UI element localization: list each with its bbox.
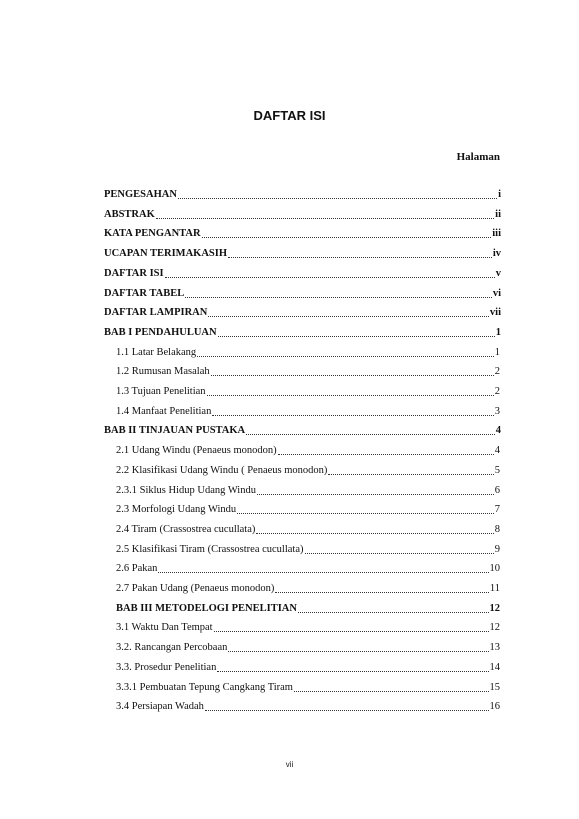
toc-entry-page: 10: [489, 563, 500, 575]
toc-entry: [116, 698, 500, 714]
toc-entry-page: 15: [489, 681, 500, 693]
toc-leader-dots: [165, 277, 495, 278]
toc-leader-dots: [228, 257, 492, 258]
toc-entry-label: 1.2 Rumusan Masalah: [116, 366, 210, 378]
toc-leader-dots: [158, 572, 488, 573]
toc-entry-label: 3.1 Waktu Dan Tempat: [116, 622, 213, 634]
toc-entry-label: 1.4 Manfaat Penelitian: [116, 405, 212, 417]
page-column-header: Halaman: [456, 151, 500, 163]
toc-entry: [116, 619, 500, 635]
toc-leader-dots: [211, 375, 494, 376]
toc-leader-dots: [205, 710, 489, 711]
toc-entry: [104, 304, 501, 320]
toc-entry-label: 2.2 Klasifikasi Udang Windu ( Penaeus monodon): [116, 464, 328, 476]
toc-entry-label: 2.3.1 Siklus Hidup Udang Windu: [116, 484, 256, 496]
toc-leader-dots: [246, 434, 495, 435]
toc-entry: [104, 285, 501, 301]
toc-entry-page: 2: [494, 386, 500, 397]
toc-entry: [116, 501, 500, 517]
toc-leader-dots: [305, 553, 494, 554]
page-number-footer: vii: [285, 760, 294, 769]
toc-entry: [116, 580, 500, 596]
toc-leader-dots: [298, 612, 489, 613]
toc-leader-dots: [202, 237, 492, 238]
toc-entry: [116, 403, 500, 419]
toc-entry-label: DAFTAR TABEL: [104, 287, 185, 299]
toc-leader-dots: [217, 671, 488, 672]
toc-entry-page: 11: [489, 583, 500, 594]
toc-entry-label: 1.3 Tujuan Penelitian: [116, 386, 206, 397]
toc-leader-dots: [237, 513, 494, 514]
toc-entry-page: 12: [489, 622, 500, 634]
toc-entry-label: 3.4 Persiapan Wadah: [116, 701, 204, 713]
toc-entry-page: i: [498, 189, 501, 200]
toc-leader-dots: [256, 533, 493, 534]
toc-leader-dots: [275, 592, 489, 593]
toc-entry-label: 2.7 Pakan Udang (Penaeus monodon): [116, 583, 275, 594]
toc-entry-label: 2.5 Klasifikasi Tiram (Crassostrea cucullata): [116, 543, 304, 555]
toc-leader-dots: [218, 336, 495, 337]
toc-leader-dots: [228, 651, 488, 652]
toc-entry-label: 3.2. Rancangan Percobaan: [116, 642, 228, 654]
toc-entry: [116, 442, 500, 458]
toc-entry-label: 2.1 Udang Windu (Penaeus monodon): [116, 445, 277, 457]
toc-entry: [116, 639, 500, 655]
toc-leader-dots: [212, 415, 493, 416]
toc-leader-dots: [328, 474, 493, 475]
toc-entry-label: BAB II TINJAUAN PUSTAKA: [104, 425, 246, 437]
toc-entry-label: BAB I PENDAHULUAN: [104, 326, 217, 338]
toc-entry: [116, 659, 500, 675]
toc-entry: [116, 383, 500, 399]
toc-leader-dots: [278, 454, 494, 455]
toc-entry-page: vi: [492, 287, 501, 299]
toc-entry-page: iii: [492, 228, 501, 240]
toc-entry-label: PENGESAHAN: [104, 189, 177, 200]
toc-entry-label: 2.6 Pakan: [116, 563, 158, 575]
toc-entry-page: 13: [489, 642, 500, 654]
toc-entry-label: ABSTRAK: [104, 208, 155, 220]
toc-entry-page: 12: [489, 602, 500, 614]
toc-entry-label: DAFTAR LAMPIRAN: [104, 307, 208, 319]
toc-entry-page: v: [495, 267, 501, 279]
toc-entry: [116, 521, 500, 537]
toc-entry-label: DAFTAR ISI: [104, 267, 164, 279]
toc-entry-page: 1: [495, 326, 501, 338]
toc-entry: [116, 482, 500, 498]
toc-entry-page: 9: [494, 543, 500, 555]
toc-leader-dots: [178, 198, 497, 199]
toc-entry-page: iv: [492, 248, 501, 260]
toc-entry-page: 4: [495, 425, 501, 437]
toc-entry-label: 2.3 Morfologi Udang Windu: [116, 504, 237, 516]
toc-entry-page: 5: [494, 464, 500, 476]
toc-leader-dots: [214, 631, 489, 632]
toc-entry: [116, 462, 500, 478]
toc-leader-dots: [156, 218, 494, 219]
toc-entry: [116, 679, 500, 695]
toc-leader-dots: [294, 691, 489, 692]
toc-entry-page: vii: [489, 307, 501, 319]
toc-entry-page: 14: [489, 661, 500, 673]
toc-entry: [104, 225, 501, 241]
toc-leader-dots: [185, 297, 492, 298]
toc-entry: [116, 344, 500, 360]
toc-entry-page: 16: [489, 701, 500, 713]
toc-leader-dots: [207, 395, 494, 396]
toc-entry-label: BAB III METODELOGI PENELITIAN: [116, 602, 297, 614]
toc-entry: [116, 560, 500, 576]
toc-entry-page: 7: [494, 504, 500, 516]
toc-entry: [104, 245, 501, 261]
toc-entry-page: ii: [495, 208, 501, 220]
page-title: DAFTAR ISI: [253, 108, 326, 123]
toc-entry: [104, 265, 501, 281]
toc-entry-page: 4: [494, 445, 500, 457]
toc-entry: [116, 600, 500, 616]
toc-leader-dots: [257, 494, 494, 495]
toc-entry-page: 6: [494, 484, 500, 496]
toc-entry: [116, 363, 500, 379]
toc-entry: [104, 186, 501, 202]
toc-leader-dots: [208, 316, 489, 317]
toc-leader-dots: [197, 356, 494, 357]
toc-entry-label: 2.4 Tiram (Crassostrea cucullata): [116, 523, 256, 535]
toc-entry: [116, 541, 500, 557]
toc-entry-label: 1.1 Latar Belakang: [116, 346, 197, 358]
toc-entry: [104, 422, 501, 438]
toc-entry-page: 3: [494, 405, 500, 417]
toc-entry: [104, 324, 501, 340]
toc-entry-page: 1: [494, 346, 500, 358]
toc-entry-label: UCAPAN TERIMAKASIH: [104, 248, 227, 260]
toc-entry-label: 3.3.1 Pembuatan Tepung Cangkang Tiram: [116, 681, 293, 693]
toc-entry-label: KATA PENGANTAR: [104, 228, 201, 240]
toc-entry-page: 2: [494, 366, 500, 378]
toc-entry: [104, 206, 501, 222]
toc-entry-label: 3.3. Prosedur Penelitian: [116, 661, 217, 673]
toc-entry-page: 8: [494, 523, 500, 535]
